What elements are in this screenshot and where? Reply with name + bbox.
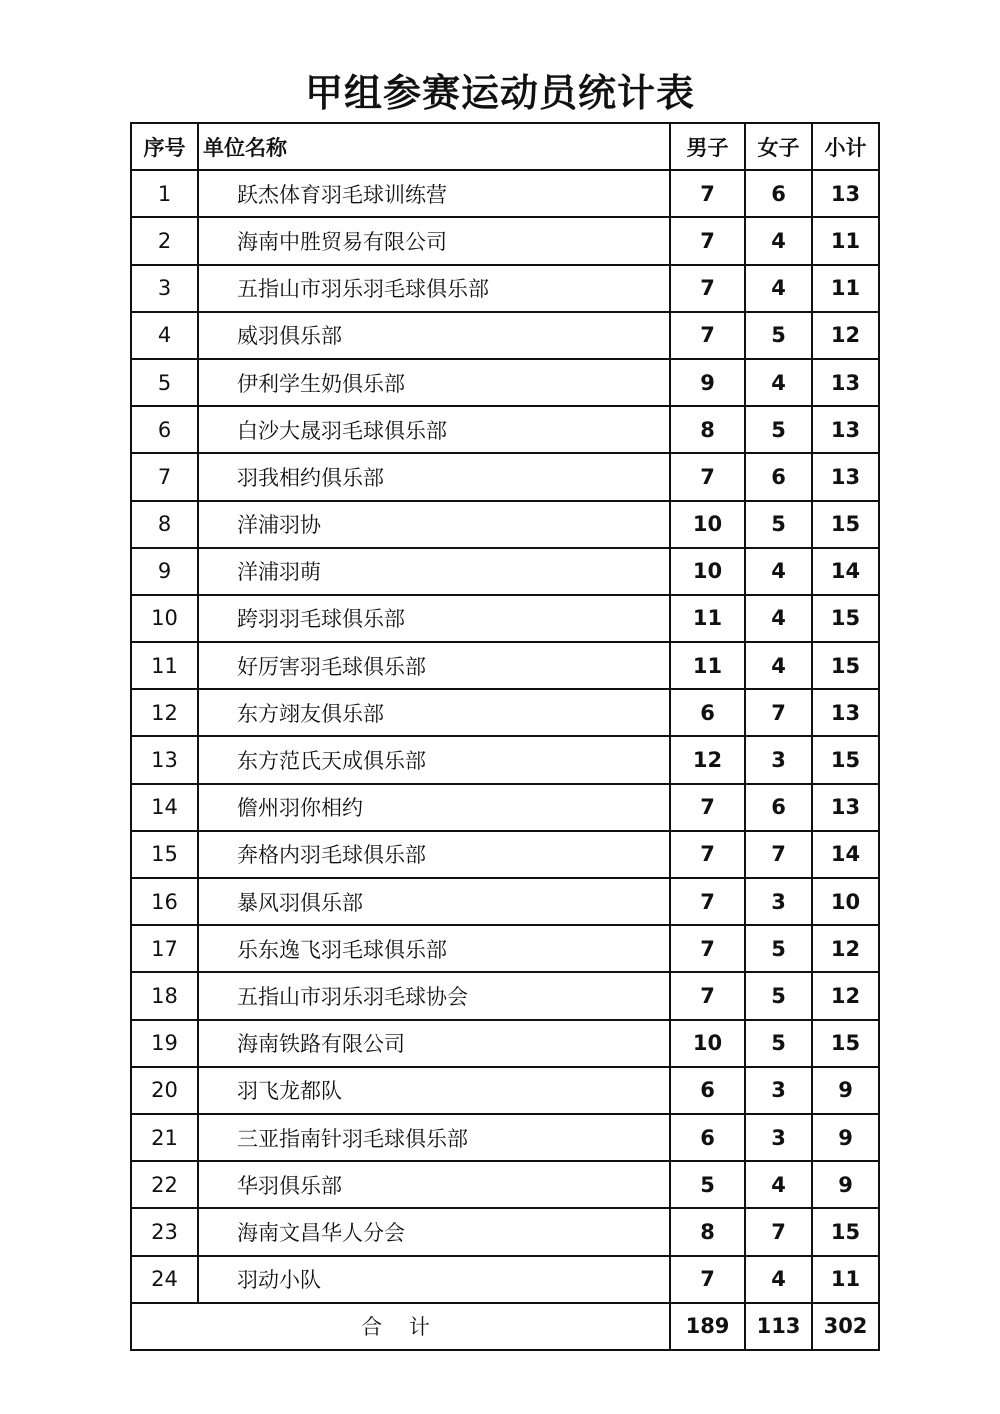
row-subtotal: 12 (812, 972, 879, 1019)
row-subtotal: 13 (812, 453, 879, 500)
row-subtotal: 15 (812, 736, 879, 783)
row-subtotal: 12 (812, 925, 879, 972)
row-female-count: 6 (745, 784, 812, 831)
row-male-count: 12 (670, 736, 745, 783)
header-index: 序号 (131, 123, 198, 170)
row-subtotal: 13 (812, 359, 879, 406)
row-unit-name: 海南中胜贸易有限公司 (198, 217, 670, 264)
total-male: 189 (670, 1303, 745, 1350)
total-row (131, 1303, 879, 1350)
table-row (131, 878, 879, 925)
row-unit-name: 儋州羽你相约 (198, 784, 670, 831)
row-unit-name: 跨羽羽毛球俱乐部 (198, 595, 670, 642)
row-unit-name: 三亚指南针羽毛球俱乐部 (198, 1114, 670, 1161)
row-male-count: 10 (670, 501, 745, 548)
table-row (131, 925, 879, 972)
header-unit: 单位名称 (198, 123, 670, 170)
page-title: 甲组参赛运动员统计表 (304, 71, 695, 115)
row-index: 3 (131, 265, 198, 312)
total-subtotal: 302 (812, 1303, 879, 1350)
row-female-count: 4 (745, 642, 812, 689)
row-unit-name: 伊利学生奶俱乐部 (198, 359, 670, 406)
table-row (131, 170, 879, 217)
row-unit-name: 东方范氏天成俱乐部 (198, 736, 670, 783)
row-subtotal: 13 (812, 170, 879, 217)
row-female-count: 4 (745, 265, 812, 312)
row-female-count: 5 (745, 972, 812, 1019)
row-unit-name: 海南文昌华人分会 (198, 1208, 670, 1255)
row-subtotal: 10 (812, 878, 879, 925)
row-index: 9 (131, 548, 198, 595)
row-index: 23 (131, 1208, 198, 1255)
row-female-count: 7 (745, 689, 812, 736)
total-label: 合 计 (131, 1303, 670, 1350)
row-subtotal: 15 (812, 595, 879, 642)
row-index: 16 (131, 878, 198, 925)
row-subtotal: 9 (812, 1161, 879, 1208)
row-subtotal: 15 (812, 1020, 879, 1067)
row-female-count: 5 (745, 501, 812, 548)
row-female-count: 6 (745, 453, 812, 500)
row-index: 21 (131, 1114, 198, 1161)
row-unit-name: 威羽俱乐部 (198, 312, 670, 359)
row-male-count: 7 (670, 831, 745, 878)
row-female-count: 6 (745, 170, 812, 217)
row-unit-name: 五指山市羽乐羽毛球协会 (198, 972, 670, 1019)
row-unit-name: 洋浦羽萌 (198, 548, 670, 595)
row-male-count: 7 (670, 1256, 745, 1303)
row-female-count: 3 (745, 1114, 812, 1161)
row-male-count: 6 (670, 689, 745, 736)
row-unit-name: 羽我相约俱乐部 (198, 453, 670, 500)
row-index: 24 (131, 1256, 198, 1303)
row-male-count: 6 (670, 1067, 745, 1114)
row-index: 18 (131, 972, 198, 1019)
table-row (131, 642, 879, 689)
row-female-count: 4 (745, 595, 812, 642)
row-subtotal: 11 (812, 265, 879, 312)
row-index: 20 (131, 1067, 198, 1114)
row-unit-name: 五指山市羽乐羽毛球俱乐部 (198, 265, 670, 312)
table-row (131, 265, 879, 312)
row-male-count: 7 (670, 217, 745, 264)
table-header-row (131, 123, 879, 170)
row-female-count: 3 (745, 1067, 812, 1114)
row-male-count: 7 (670, 784, 745, 831)
athlete-stats-table (130, 122, 880, 1351)
table-row (131, 736, 879, 783)
row-subtotal: 13 (812, 689, 879, 736)
row-index: 11 (131, 642, 198, 689)
row-subtotal: 13 (812, 784, 879, 831)
table-row (131, 1208, 879, 1255)
row-unit-name: 羽动小队 (198, 1256, 670, 1303)
row-male-count: 8 (670, 1208, 745, 1255)
row-male-count: 9 (670, 359, 745, 406)
row-female-count: 4 (745, 1161, 812, 1208)
row-index: 13 (131, 736, 198, 783)
row-unit-name: 海南铁路有限公司 (198, 1020, 670, 1067)
row-index: 6 (131, 406, 198, 453)
row-male-count: 10 (670, 1020, 745, 1067)
row-index: 22 (131, 1161, 198, 1208)
row-subtotal: 14 (812, 831, 879, 878)
row-subtotal: 15 (812, 501, 879, 548)
table-row (131, 1256, 879, 1303)
table-row (131, 1020, 879, 1067)
row-index: 15 (131, 831, 198, 878)
row-male-count: 7 (670, 972, 745, 1019)
table-row (131, 784, 879, 831)
row-unit-name: 跃杰体育羽毛球训练营 (198, 170, 670, 217)
row-female-count: 5 (745, 312, 812, 359)
row-subtotal: 11 (812, 217, 879, 264)
row-male-count: 6 (670, 1114, 745, 1161)
header-subtotal: 小计 (812, 123, 879, 170)
row-female-count: 4 (745, 548, 812, 595)
row-female-count: 3 (745, 878, 812, 925)
row-unit-name: 东方翊友俱乐部 (198, 689, 670, 736)
row-index: 5 (131, 359, 198, 406)
row-unit-name: 奔格内羽毛球俱乐部 (198, 831, 670, 878)
row-index: 1 (131, 170, 198, 217)
row-male-count: 11 (670, 595, 745, 642)
row-subtotal: 13 (812, 406, 879, 453)
row-male-count: 7 (670, 453, 745, 500)
row-male-count: 7 (670, 925, 745, 972)
row-female-count: 7 (745, 1208, 812, 1255)
row-male-count: 7 (670, 265, 745, 312)
row-male-count: 11 (670, 642, 745, 689)
row-subtotal: 14 (812, 548, 879, 595)
row-male-count: 7 (670, 878, 745, 925)
row-subtotal: 9 (812, 1067, 879, 1114)
table-row (131, 972, 879, 1019)
row-female-count: 5 (745, 925, 812, 972)
table-row (131, 501, 879, 548)
row-index: 4 (131, 312, 198, 359)
row-unit-name: 好厉害羽毛球俱乐部 (198, 642, 670, 689)
row-subtotal: 11 (812, 1256, 879, 1303)
row-subtotal: 9 (812, 1114, 879, 1161)
table-row (131, 217, 879, 264)
row-female-count: 4 (745, 217, 812, 264)
row-female-count: 7 (745, 831, 812, 878)
row-subtotal: 15 (812, 1208, 879, 1255)
table-row (131, 831, 879, 878)
row-male-count: 10 (670, 548, 745, 595)
row-index: 14 (131, 784, 198, 831)
row-index: 10 (131, 595, 198, 642)
row-unit-name: 乐东逸飞羽毛球俱乐部 (198, 925, 670, 972)
row-male-count: 7 (670, 170, 745, 217)
table-row (131, 453, 879, 500)
table-row (131, 359, 879, 406)
table-row (131, 595, 879, 642)
row-unit-name: 华羽俱乐部 (198, 1161, 670, 1208)
row-subtotal: 12 (812, 312, 879, 359)
row-unit-name: 白沙大晟羽毛球俱乐部 (198, 406, 670, 453)
table-row (131, 1067, 879, 1114)
row-subtotal: 15 (812, 642, 879, 689)
row-unit-name: 暴风羽俱乐部 (198, 878, 670, 925)
table-row (131, 312, 879, 359)
row-female-count: 3 (745, 736, 812, 783)
row-unit-name: 羽飞龙都队 (198, 1067, 670, 1114)
row-unit-name: 洋浦羽协 (198, 501, 670, 548)
row-male-count: 7 (670, 312, 745, 359)
row-female-count: 5 (745, 406, 812, 453)
table-body (131, 170, 879, 1303)
table-row (131, 406, 879, 453)
header-male: 男子 (670, 123, 745, 170)
total-female: 113 (745, 1303, 812, 1350)
row-female-count: 4 (745, 1256, 812, 1303)
table-row (131, 1114, 879, 1161)
row-male-count: 8 (670, 406, 745, 453)
table-row (131, 1161, 879, 1208)
row-male-count: 5 (670, 1161, 745, 1208)
row-index: 8 (131, 501, 198, 548)
row-index: 12 (131, 689, 198, 736)
row-index: 7 (131, 453, 198, 500)
table-row (131, 689, 879, 736)
table-row (131, 548, 879, 595)
row-index: 19 (131, 1020, 198, 1067)
row-index: 17 (131, 925, 198, 972)
row-index: 2 (131, 217, 198, 264)
row-female-count: 4 (745, 359, 812, 406)
header-female: 女子 (745, 123, 812, 170)
row-female-count: 5 (745, 1020, 812, 1067)
